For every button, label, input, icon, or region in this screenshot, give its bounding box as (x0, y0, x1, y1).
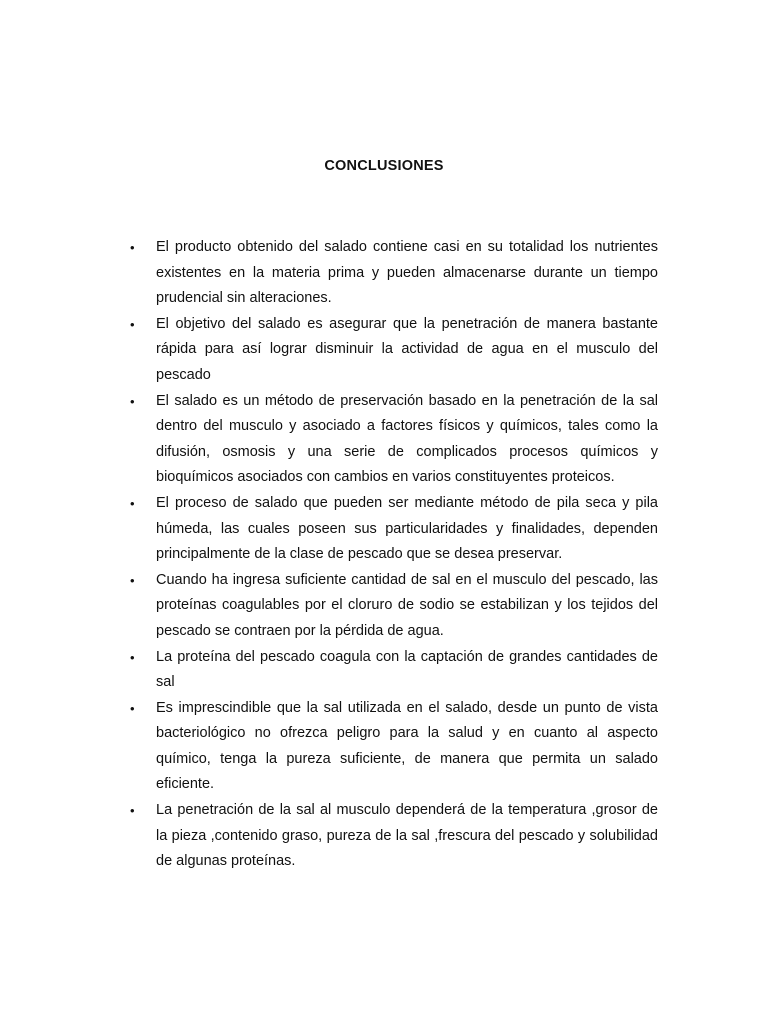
list-item (130, 568, 658, 645)
bullet-icon: • (130, 803, 135, 819)
bullet-icon: • (130, 240, 135, 255)
conclusions-list (130, 235, 658, 875)
list-item-text: Es imprescindible que la sal utilizada en el salado, desde un punto de vista bacteriológico no ofrezca peligro para la salud y en cuanto al aspecto químico, tenga la pureza suficiente, de manera que permita un salado eficiente. (156, 699, 658, 793)
bullet-icon: • (130, 572, 135, 588)
bullet-icon: • (130, 495, 135, 511)
bullet-icon: • (130, 649, 135, 665)
bullet-icon: • (130, 700, 135, 716)
list-item-text: La proteína del pescado coagula con la captación de grandes cantidades de sal (156, 648, 658, 691)
bullet-icon: • (130, 316, 135, 332)
list-item (130, 235, 658, 312)
list-item (130, 389, 658, 491)
bullet-icon: • (130, 393, 135, 409)
list-item-text: El proceso de salado que pueden ser mediante método de pila seca y pila húmeda, las cuales poseen sus particularidades y finalidades, dependen principalmente de la clase de pescado que se desea preservar. (156, 494, 658, 563)
page-title: CONCLUSIONES (324, 158, 444, 174)
list-item (130, 645, 658, 696)
list-item-text: La penetración de la sal al musculo dependerá de la temperatura ,grosor de la pieza ,contenido graso, pureza de la sal ,frescura del pescado y solubilidad de algunas proteínas. (156, 802, 658, 870)
list-item (130, 312, 658, 389)
list-item (130, 696, 658, 798)
list-item-text: El objetivo del salado es asegurar que la penetración de manera bastante rápida para así lograr disminuir la actividad de agua en el musculo del pescado (156, 315, 658, 383)
list-item (130, 491, 658, 568)
list-item-text: El producto obtenido del salado contiene casi en su totalidad los nutrientes existentes en la materia prima y pueden almacenarse durante un tiempo prudencial sin alteraciones. (156, 239, 658, 307)
list-item (130, 798, 658, 875)
list-item-text: El salado es un método de preservación basado en la penetración de la sal dentro del musculo y asociado a factores físicos y químicos, tales como la difusión, osmosis y una serie de complicados procesos químicos y bioquímicos asociados con cambios en varios constituyentes proteicos. (156, 392, 658, 486)
list-item-text: Cuando ha ingresa suficiente cantidad de sal en el musculo del pescado, las proteínas coagulables por el cloruro de sodio se estabilizan y los tejidos del pescado se contraen por la pérdida de agua. (156, 571, 658, 639)
